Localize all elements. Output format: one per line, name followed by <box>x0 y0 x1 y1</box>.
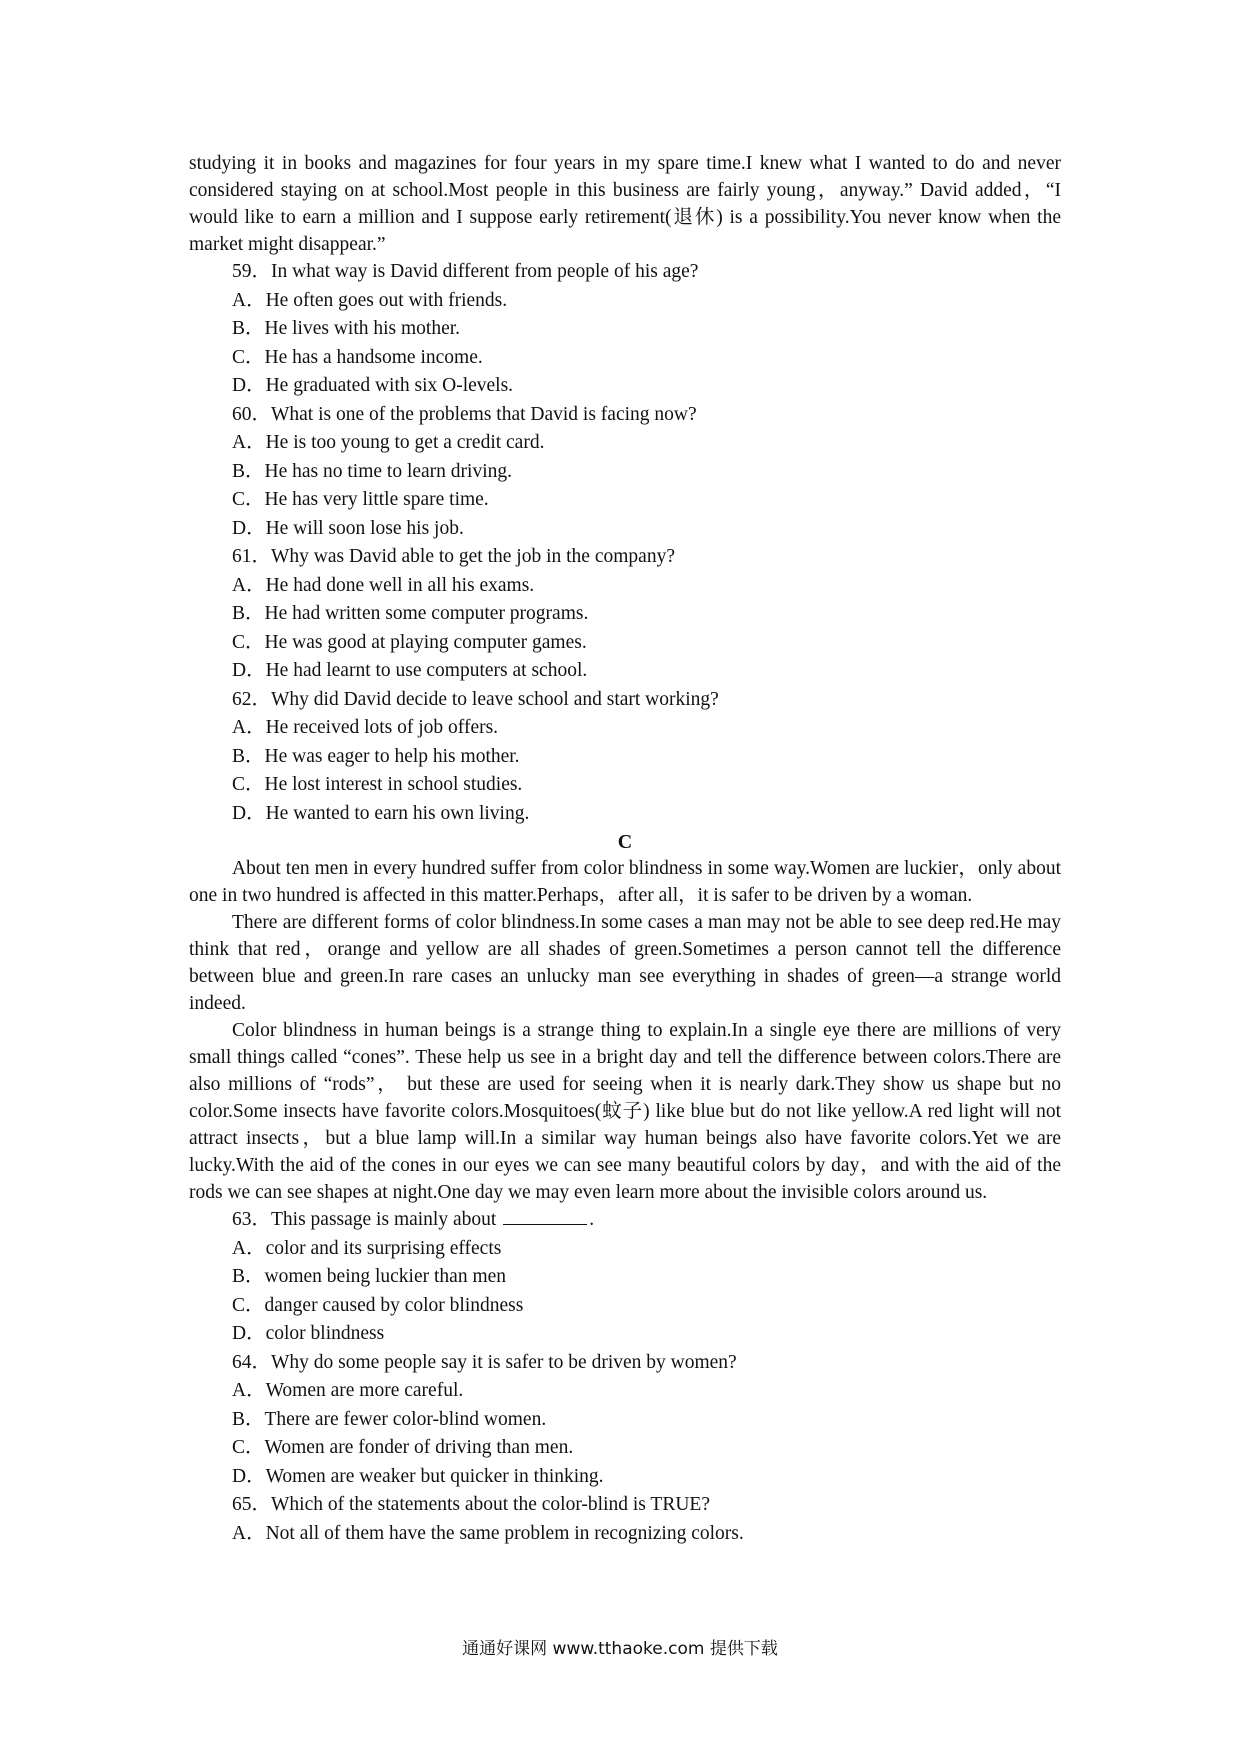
option-d: D．He had learnt to use computers at school. <box>232 660 588 681</box>
option-b: B．There are fewer color-blind women. <box>232 1408 547 1430</box>
question-63 <box>189 1206 1061 1349</box>
option-d: D．color blindness <box>232 1323 385 1344</box>
question-stem: 65．Which of the statements about the color-blind is TRUE? <box>232 1494 710 1515</box>
question-64 <box>189 1349 1061 1492</box>
option-a: A．He had done well in all his exams. <box>232 574 535 596</box>
question-stem: 62．Why did David decide to leave school and start working? <box>232 688 719 710</box>
option-a: A．Not all of them have the same problem in recognizing colors. <box>232 1522 744 1544</box>
question-60 <box>189 401 1061 544</box>
document-page <box>189 150 1061 1548</box>
option-d: D．He wanted to earn his own living. <box>232 802 530 824</box>
option-a: A．Women are more careful. <box>232 1380 464 1401</box>
option-d: D．Women are weaker but quicker in thinking. <box>232 1465 604 1487</box>
option-a: A．He received lots of job offers. <box>232 717 499 738</box>
option-a: A．He often goes out with friends. <box>232 289 508 311</box>
passage-b-continuation: studying it in books and magazines for four years in my spare time.I knew what I wanted to do and never considered staying on at school.Most people in this business are fairly young，anyway.” David added，“I would like to earn a million and I suppose early retirement(退休) is a possibility.You never know when the market might disappear.” <box>189 153 1061 255</box>
option-b: B．He was eager to help his mother. <box>232 745 520 767</box>
option-c: C．He lost interest in school studies. <box>232 774 523 795</box>
option-b: B．He lives with his mother. <box>232 318 461 339</box>
section-c-heading: C <box>617 831 633 853</box>
option-c: C．He has a handsome income. <box>232 346 483 368</box>
option-a: A．color and its surprising effects <box>232 1237 502 1259</box>
option-b: B．He had written some computer programs. <box>232 603 589 624</box>
section-c-paragraph: About ten men in every hundred suffer from color blindness in some way.Women are luckier，only about one in two hundred is affected in this matter.Perhaps，after all，it is safer to be driven by a woman. <box>189 858 1061 906</box>
question-stem-text: 63．This passage is mainly about <box>232 1209 497 1230</box>
option-b: B．He has no time to learn driving. <box>232 460 512 482</box>
option-c: C．He has very little spare time. <box>232 489 489 510</box>
option-a: A．He is too young to get a credit card. <box>232 432 545 453</box>
option-d: D．He will soon lose his job. <box>232 517 464 539</box>
question-stem: 61．Why was David able to get the job in the company? <box>232 546 675 567</box>
question-stem: 59．In what way is David different from people of his age? <box>232 261 699 282</box>
question-stem: 60．What is one of the problems that David is facing now? <box>232 403 697 425</box>
question-59 <box>189 258 1061 401</box>
question-62 <box>189 686 1061 829</box>
question-stem-end: . <box>589 1209 595 1230</box>
page-footer: 通通好课网 www.tthaoke.com 提供下载 <box>462 1639 778 1659</box>
option-c: C．Women are fonder of driving than men. <box>232 1437 574 1458</box>
question-65 <box>189 1491 1061 1548</box>
option-b: B．women being luckier than men <box>232 1266 507 1287</box>
option-c: C．danger caused by color blindness <box>232 1294 524 1316</box>
option-c: C．He was good at playing computer games. <box>232 631 587 653</box>
option-d: D．He graduated with six O-levels. <box>232 375 514 396</box>
section-c-paragraph: There are different forms of color blindness.In some cases a man may not be able to see deep red.He may think that red，orange and yellow are all shades of green.Sometimes a person cannot tell the difference between blue and green.In rare cases an unlucky man see everything in shades of green—a strange world indeed. <box>189 912 1061 1014</box>
section-c-paragraph: Color blindness in human beings is a strange thing to explain.In a single eye there are millions of very small things called “cones”. These help us see in a bright day and tell the difference between colors.There are also millions of “rods”， but these are used for seeing when it is nearly dark.They show us shape but no color.Some insects have favorite colors.Mosquitoes(蚊子) like blue but do not like yellow.A red light will not attract insects，but a blue lamp will.In a similar way human beings also have favorite colors.Yet we are lucky.With the aid of the cones in our eyes we can see many beautiful colors by day，and with the aid of the rods we can see shapes at night.One day we may even learn more about the invisible colors around us. <box>189 1020 1061 1203</box>
answer-blank <box>503 1208 587 1225</box>
question-61 <box>189 543 1061 686</box>
question-stem <box>189 1206 1061 1235</box>
question-stem: 64．Why do some people say it is safer to be driven by women? <box>232 1351 737 1373</box>
